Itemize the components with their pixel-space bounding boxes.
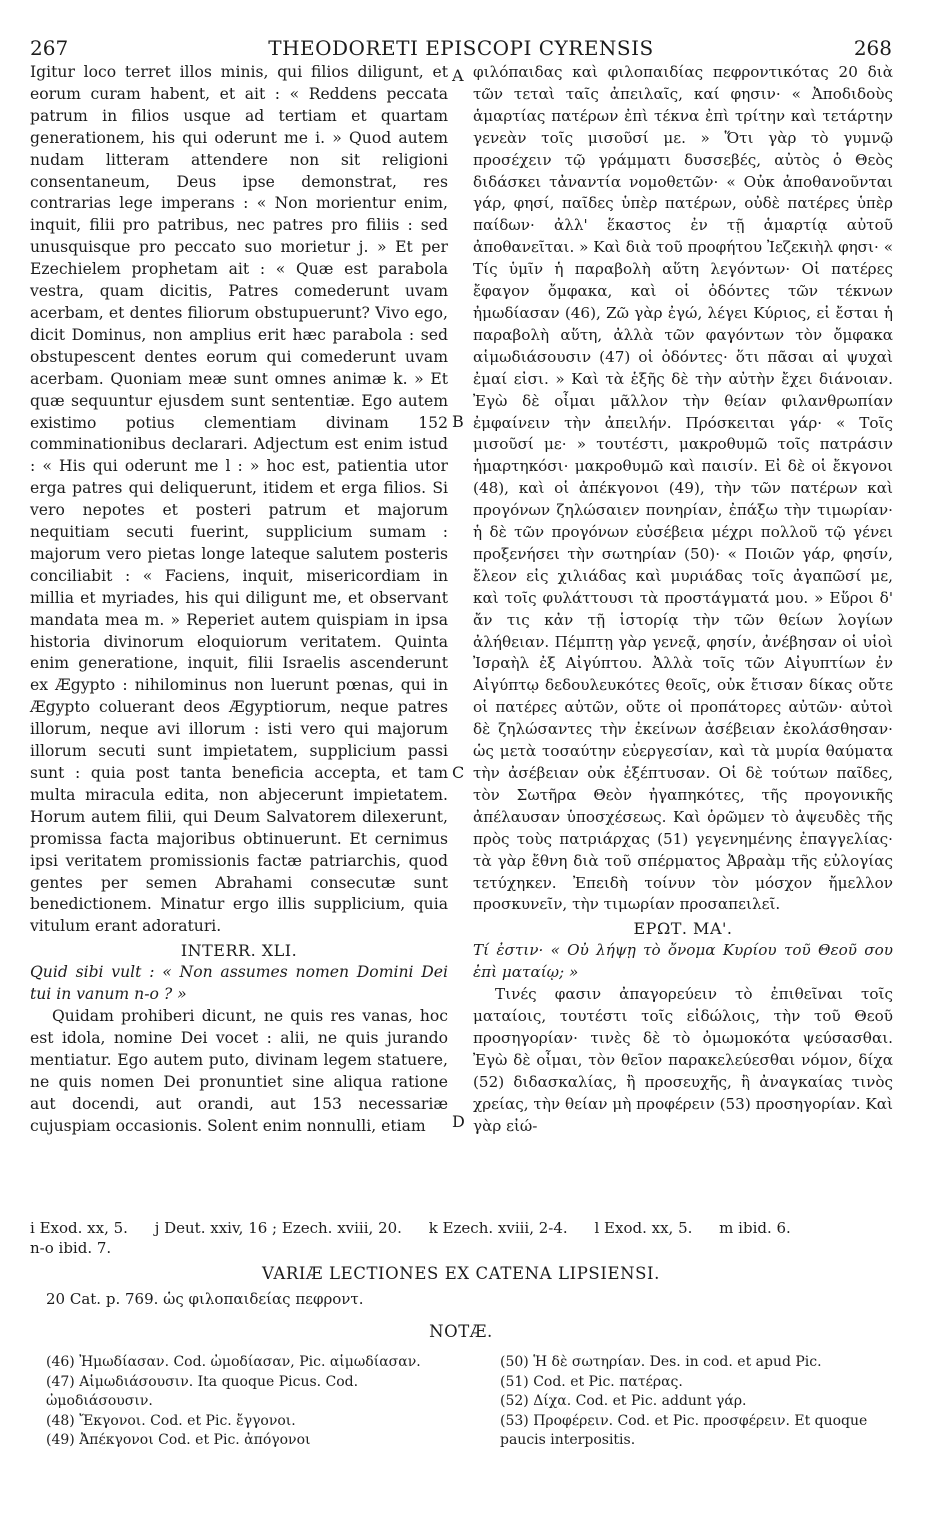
note-49: (49) Ἀπέκγονοι Cod. et Pic. ἀπόγονοι — [46, 1432, 311, 1448]
note-50: (50) Ἡ δὲ σωτηρίαν. Des. in cod. et apud Pic. — [500, 1354, 822, 1370]
greek-paragraph-2: Τινές φασιν ἀπαγορεύειν τὸ ἐπιθεῖναι τοῖς ματαίοις, τουτέστι τοῖς εἰδώλοις, τὴν τοῦ Θεοῦ προσηγορίαν· τινὲς δὲ τὸ ὀμωμοκότα ψεύσασθαι. Ἐγὼ δὲ οἶμαι, τὸν θεῖον παρακελεύεσθαι νόμον, δίχα (52) διδασκαλίας, ἢ προσευχῆς, ἢ ἀναγκαίας τινὸς χρείας, τὴν θείαν μὴ προφέρειν (53) προσηγορίαν. Καὶ γὰρ εἰώ- — [473, 985, 893, 1135]
footnote-no: n-o ibid. 7. — [30, 1239, 112, 1257]
footnote-line-1 — [30, 1218, 892, 1238]
scripture-footnotes — [30, 1218, 892, 1258]
variae-note: 20 Cat. p. 769. ὡς φιλοπαιδείας πεφροντ. — [46, 1290, 364, 1308]
margin-letter-b: B — [452, 412, 464, 431]
note-52: (52) Δίχα. Cod. et Pic. addunt γάρ. — [500, 1393, 747, 1409]
notes-left-column — [46, 1353, 456, 1451]
margin-letter-c: C — [452, 763, 465, 782]
running-title: THEODORETI EPISCOPI CYRENSIS — [268, 36, 654, 60]
greek-question: Τί ἐστιν· « Οὐ λήψῃ τὸ ὄνομα Κυρίου τοῦ Θεοῦ σου ἐπὶ ματαίῳ; » — [473, 941, 893, 982]
latin-paragraph-1: Igitur loco terret illos minis, qui filios diligunt, et eorum curam habent, et ait : « Reddens peccata patrum in filios usque ad tertiam et quartam generationem, his qui oderunt me i. » Quod autem nudam litteram attendere non sit religioni consentaneum, Deus ipse demonstrat, res contrarias lege imperans : « Non morientur enim, inquit, filii pro patribus, nec patres pro filiis : sed unusquisque pro peccato suo morietur j. » Et per Ezechielem prophetam ait : « Quæ est parabola vestra, quam dicitis, Patres comederunt uvam acerbam, et dentes filiorum obstupuerunt? Vivo ego, dicit Dominus, non amplius erit hæc parabola : sed obstupescent dentes eorum qui comederunt uvam acerbam. Quoniam meæ sunt omnes animæ k. » Et quæ sequuntur ejusdem sunt sententiæ. Ego autem existimo potius clementiam divinam 152 comminationibus declarari. Adjectum est enim istud : « His qui oderunt me l : » hoc est, patientia utor erga patres qui deliquerunt, itidem et erga filios. Si vero nepotes et posteri patrum et majorum nequitiam secuti fuerint, supplicium sumam : majorum vero pietas longe lateque salutem posteris conciliabit : « Faciens, inquit, misericordiam in millia et myriades, his qui diligunt me, et observant mandata mea m. » Reperiet autem quispiam in ipsa historia divinorum eloquiorum veritatem. Quinta enim generatione, inquit, filii Israelis ascenderunt ex Ægypto : nihilominus non luerunt pœnas, qui in Ægypto coluerant deos Ægyptiorum, neque patres illorum, neque avi illorum : isti vero qui majorum illorum secuti sunt impietatem, supplicium passi sunt : quia post tanta beneficia accepta, et tam multa miracula edita, non abjecerunt impietatem. Horum autem filii, qui Deum Salvatorem dilexerunt, promissa facta majoribus obtinuerunt. Et cernimus ipsi veritatem promissionis factæ patriarchis, quod gentes per semen Abrahami consecutæ sunt benedictionem. Minatur ergo illis supplicium, quia vitulum erant adoraturi. — [30, 63, 448, 936]
margin-letter-a: A — [452, 66, 464, 85]
footnote-j: j Deut. xxiv, 16 ; Ezech. xviii, 20. — [154, 1219, 402, 1237]
greek-paragraph-1: φιλόπαιδας καὶ φιλοπαιδίας πεφροντικότας 20 διὰ τῶν τεταὶ ταῖς ἀπειλαῖς, καί φησιν· « Ἀποδιδοὺς ἁμαρτίας πατέρων ἐπὶ τέκνα ἐπὶ τρίτην καὶ τετάρτην γενεὰν τοῖς μισοῦσί με. » Ὅτι γὰρ τὸ γυμνῷ προσέχειν τῷ γράμματι δυσσεβές, αὐτὸς ὁ Θεὸς διδάσκει τἀναντία νομοθετῶν· « Οὐκ ἀποθανοῦνται γάρ, φησί, παῖδες ὑπὲρ πατέρων, οὐδὲ πατέρες ὑπὲρ παίδων· ἀλλ' ἕκαστος ἐν τῇ ἁμαρτίᾳ αὐτοῦ ἀποθανεῖται. » Καὶ διὰ τοῦ προφήτου Ἰεζεκιὴλ φησι· « Τίς ὑμῖν ἡ παραβολὴ αὕτη λεγόντων· Οἱ πατέρες ἔφαγον ὄμφακα, καὶ οἱ ὀδόντες τῶν τέκνων ἠμωδίασαν (46), Ζῶ γὰρ ἐγώ, λέγει Κύριος, εἰ ἔσται ἡ παραβολὴ αὕτη, ἀλλὰ τῶν φαγόντων τὸν ὄμφακα αἱμωδιάσουσιν (47) οἱ ὀδόντες· ὅτι πᾶσαι αἱ ψυχαὶ ἐμαί εἰσι. » Καὶ τὰ ἑξῆς δὲ τὴν αὐτὴν ἔχει διάνοιαν. Ἐγὼ δὲ οἶμαι μᾶλλον τὴν θείαν φιλανθρωπίαν ἐμφαίνειν τὴν ἀπειλήν. Πρόσκειται γάρ· « Τοῖς μισοῦσί με· » τουτέστι, μακροθυμῶ τοῖς πατράσιν ἡμαρτηκόσι· μακροθυμῶ καὶ παισίν. Εἰ δὲ οἱ ἔκγονοι (48), καὶ οἱ ἀπέκγονοι (49), τὴν τῶν πατέρων καὶ προγόνων ζηλώσαιεν πονηρίαν, ἐπάξω τὴν τιμωρίαν· ἡ δὲ τῶν προγόνων εὐσέβεια μέχρι πολλοῦ τῷ γένει προξενήσει τὴν σωτηρίαν (50)· « Ποιῶν γάρ, φησίν, ἔλεον εἰς χιλιάδας καὶ μυριάδας τοῖς ἀγαπῶσί με, καὶ τοῖς φυλάττουσι τὰ προστάγματά μου. » Εὕροι δ' ἄν τις κἀν τῇ ἱστορίᾳ τὴν τῶν θείων λογίων ἀλήθειαν. Πέμπτῃ γὰρ γενεᾷ, φησίν, ἀνέβησαν οἱ υἱοὶ Ἰσραὴλ ἐξ Αἰγύπτου. Ἀλλὰ τοῖς τῶν Αἰγυπτίων ἐν Αἰγύπτῳ δεδουλευκότες θεοῖς, οὐκ ἔτισαν δίκας οὔτε οἱ πατέρες αὐτῶν, οὔτε οἱ προπάτορες αὐτῶν· αὐτοὶ δὲ ζηλώσαντες τὴν ἐκείνων ἀσέβειαν ἐκολάσθησαν· ὡς μετὰ τοσαύτην εὐεργεσίαν, καὶ τὰ μυρία θαύματα τὴν ἀσέβειαν οὐκ ἐξέπτυσαν. Οἱ δὲ τούτων παῖδες, τὸν Σωτῆρα Θεὸν ἠγαπηκότες, τῆς προγονικῆς ἀπέλαυσαν ὑποσχέσεως. Καὶ ὁρῶμεν τὸ ἀψευδὲς τῆς πρὸς τοὺς πατριάρχας (51) γεγενημένης ἐπαγγελίας· τὰ γὰρ ἔθνη διὰ τοῦ σπέρματος Ἀβραὰμ τῆς εὐλογίας τετύχηκεν. Ἐπειδὴ τοίνυν τὸν μόσχον ἤμελλον προσκυνεῖν, τὴν τιμωρίαν προσαπειλεῖ. — [473, 63, 893, 914]
variae-heading: VARIÆ LECTIONES EX CATENA LIPSIENSI. — [262, 1264, 660, 1283]
latin-section-heading: INTERR. XLI. — [180, 941, 298, 961]
page-number-right: 268 — [853, 36, 892, 60]
note-51: (51) Cod. et Pic. πατέρας. — [500, 1373, 683, 1390]
note-48: (48) Ἔκγονοι. Cod. et Pic. ἔγγονοι. — [46, 1412, 296, 1429]
margin-letter-d: D — [452, 1112, 465, 1131]
footnote-l: l Exod. xx, 5. — [594, 1219, 693, 1237]
note-53: (53) Προφέρειν. Cod. et Pic. προσφέρειν. Et quoque paucis interpositis. — [500, 1412, 868, 1448]
latin-paragraph-2: Quidam prohiberi dicunt, ne quis res vanas, hoc est idola, nomine Dei vocet : alii, ne quis jurando mentiatur. Ego autem puto, divinam legem statuere, ne quis nomen Dei pronuntiet sine aliqua ratione aut docendi, aut orandi, aut 153 necessariæ cujuspiam occasionis. Solent enim nonnulli, etiam — [30, 1006, 448, 1135]
greek-section-heading: ΕΡΩΤ. ΜΑ'. — [633, 919, 733, 939]
running-header — [30, 36, 892, 60]
notae-heading: NOTÆ. — [429, 1322, 493, 1341]
note-47: (47) Αἱμωδιάσουσιν. Ita quoque Picus. Cod. ὠμοδιάσουσιν. — [46, 1373, 359, 1409]
page-number-left: 267 — [30, 36, 69, 60]
notes-right-column — [500, 1353, 892, 1451]
footnote-i: i Exod. xx, 5. — [30, 1219, 128, 1237]
note-46: (46) Ἠμωδίασαν. Cod. ὠμοδίασαν, Pic. αἱμωδίασαν. — [46, 1354, 421, 1370]
footnote-m: m ibid. 6. — [719, 1219, 791, 1237]
footnote-k: k Ezech. xviii, 2-4. — [428, 1219, 568, 1237]
latin-question: Quid sibi vult : « Non assumes nomen Domini Dei tui in vanum n-o ? » — [30, 963, 448, 1004]
greek-column — [473, 62, 893, 1137]
latin-column — [30, 62, 448, 1137]
